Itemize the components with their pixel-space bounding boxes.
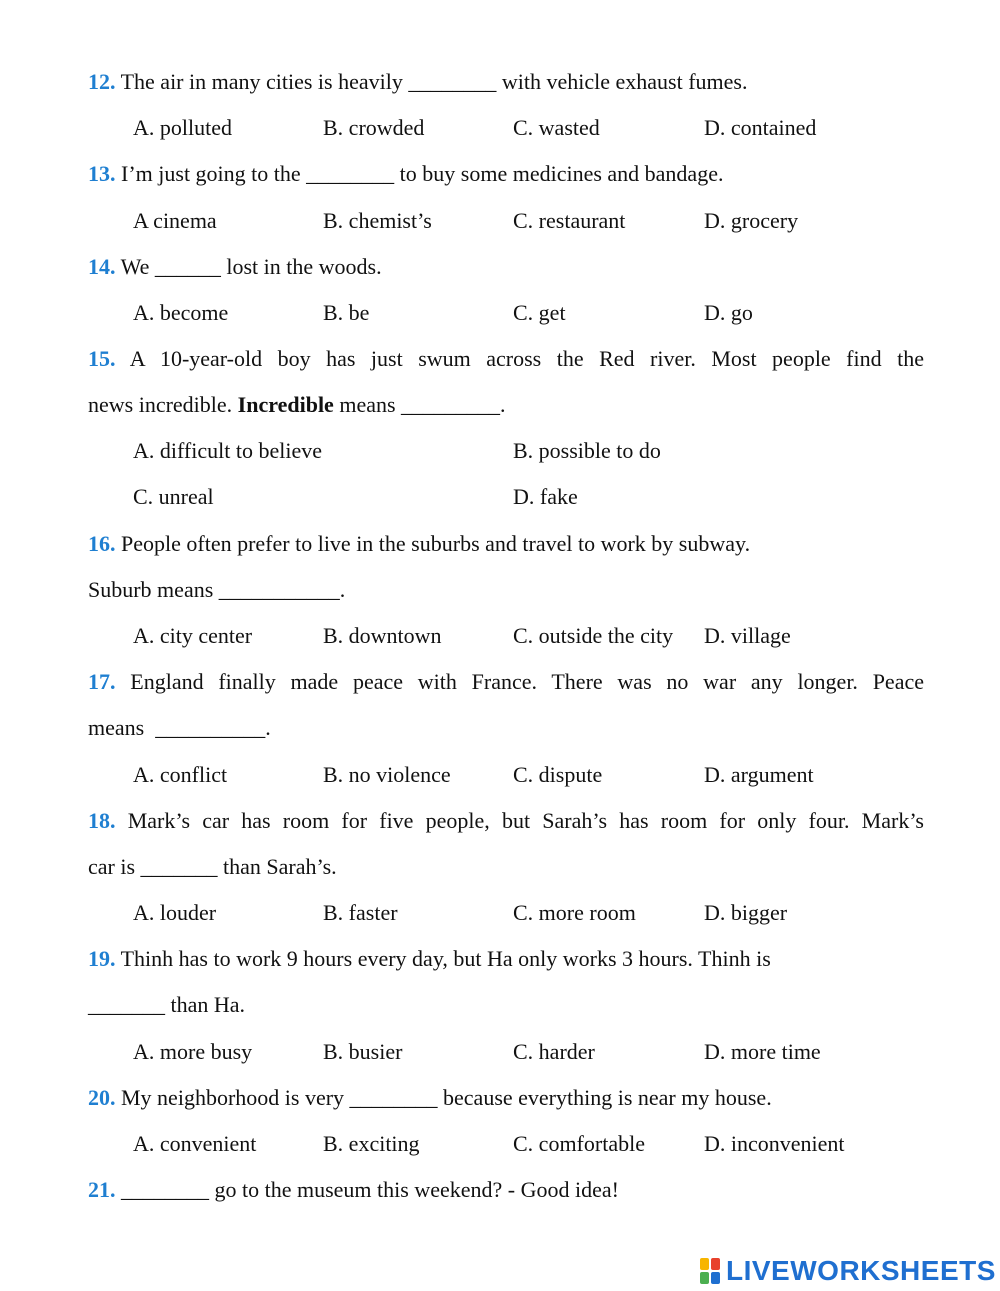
question-number: 18. xyxy=(88,808,116,833)
option-c[interactable]: C. dispute xyxy=(513,762,603,787)
option-c[interactable]: C. harder xyxy=(513,1039,595,1064)
question-number: 21. xyxy=(88,1177,116,1202)
option-a[interactable]: A. convenient xyxy=(133,1131,257,1156)
question-21 xyxy=(88,1175,619,1205)
option-b[interactable]: B. chemist’s xyxy=(323,208,432,233)
option-c[interactable]: C. get xyxy=(513,300,566,325)
option-c[interactable]: C. wasted xyxy=(513,115,600,140)
option-d[interactable]: D. grocery xyxy=(704,208,799,233)
option-b[interactable]: B. exciting xyxy=(323,1131,420,1156)
option-b[interactable]: B. no violence xyxy=(323,762,451,787)
option-c[interactable]: C. comfortable xyxy=(513,1131,645,1156)
question-number: 16. xyxy=(88,531,116,556)
keyword: Incredible xyxy=(237,392,334,417)
option-a[interactable]: A. city center xyxy=(133,623,253,648)
question-text: My neighborhood is very ________ because everything is near my house. xyxy=(115,1085,772,1110)
question-number: 20. xyxy=(88,1085,116,1110)
option-c[interactable]: C. more room xyxy=(513,900,636,925)
option-b[interactable]: B. possible to do xyxy=(513,438,661,463)
question-number: 19. xyxy=(88,946,116,971)
question-17-line2: means __________. xyxy=(88,715,271,740)
question-19 xyxy=(88,944,771,974)
option-d[interactable]: D. more time xyxy=(704,1039,821,1064)
question-text: ________ go to the museum this weekend? - Good idea! xyxy=(115,1177,619,1202)
question-number: 14. xyxy=(88,254,116,279)
question-12 xyxy=(88,67,747,97)
option-a[interactable]: A cinema xyxy=(133,208,217,233)
option-b[interactable]: B. busier xyxy=(323,1039,403,1064)
question-16-line2: Suburb means ___________. xyxy=(88,577,346,602)
option-a[interactable]: A. become xyxy=(133,300,229,325)
option-b[interactable]: B. faster xyxy=(323,900,398,925)
question-text-continued: means _________. xyxy=(333,392,506,417)
option-b[interactable]: B. downtown xyxy=(323,623,442,648)
option-d[interactable]: D. argument xyxy=(704,762,814,787)
question-text: England finally made peace with France. There was no war any longer. Peace xyxy=(115,669,924,694)
question-13 xyxy=(88,159,723,189)
liveworksheets-logo xyxy=(700,1254,996,1288)
question-text: People often prefer to live in the suburbs and travel to work by subway. xyxy=(115,531,751,556)
question-text: The air in many cities is heavily ________ with vehicle exhaust fumes. xyxy=(115,69,748,94)
question-18-line2: car is _______ than Sarah’s. xyxy=(88,854,337,879)
question-16 xyxy=(88,529,750,559)
logo-text: LIVEWORKSHEETS xyxy=(726,1255,996,1286)
question-17 xyxy=(88,667,924,697)
option-b[interactable]: B. crowded xyxy=(323,115,425,140)
question-15-line2 xyxy=(88,390,506,420)
question-14 xyxy=(88,252,382,282)
question-number: 13. xyxy=(88,161,116,186)
option-d[interactable]: D. contained xyxy=(704,115,817,140)
question-number: 17. xyxy=(88,669,116,694)
option-a[interactable]: A. polluted xyxy=(133,115,232,140)
option-d[interactable]: D. village xyxy=(704,623,791,648)
question-text: A 10-year-old boy has just swum across the Red river. Most people find the xyxy=(115,346,924,371)
option-c[interactable]: C. outside the city xyxy=(513,623,674,648)
question-text: Mark’s car has room for five people, but Sarah’s has room for only four. Mark’s xyxy=(115,808,924,833)
question-20 xyxy=(88,1083,772,1113)
option-a[interactable]: A. difficult to believe xyxy=(133,438,322,463)
question-number: 15. xyxy=(88,346,116,371)
question-text: I’m just going to the ________ to buy some medicines and bandage. xyxy=(115,161,724,186)
question-15 xyxy=(88,344,924,374)
question-number: 12. xyxy=(88,69,116,94)
option-a[interactable]: A. conflict xyxy=(133,762,228,787)
option-d[interactable]: D. go xyxy=(704,300,753,325)
question-text: Thinh has to work 9 hours every day, but Ha only works 3 hours. Thinh is xyxy=(115,946,771,971)
option-c[interactable]: C. restaurant xyxy=(513,208,626,233)
question-text-continued: news incredible. xyxy=(88,392,238,417)
question-text: We ______ lost in the woods. xyxy=(115,254,382,279)
option-d[interactable]: D. bigger xyxy=(704,900,788,925)
option-d[interactable]: D. inconvenient xyxy=(704,1131,845,1156)
option-d[interactable]: D. fake xyxy=(513,484,578,509)
option-a[interactable]: A. louder xyxy=(133,900,217,925)
option-b[interactable]: B. be xyxy=(323,300,370,325)
question-18 xyxy=(88,806,924,836)
question-19-line2: _______ than Ha. xyxy=(88,992,246,1017)
option-a[interactable]: A. more busy xyxy=(133,1039,253,1064)
option-c[interactable]: C. unreal xyxy=(133,484,214,509)
liveworksheets-icon xyxy=(700,1257,722,1285)
